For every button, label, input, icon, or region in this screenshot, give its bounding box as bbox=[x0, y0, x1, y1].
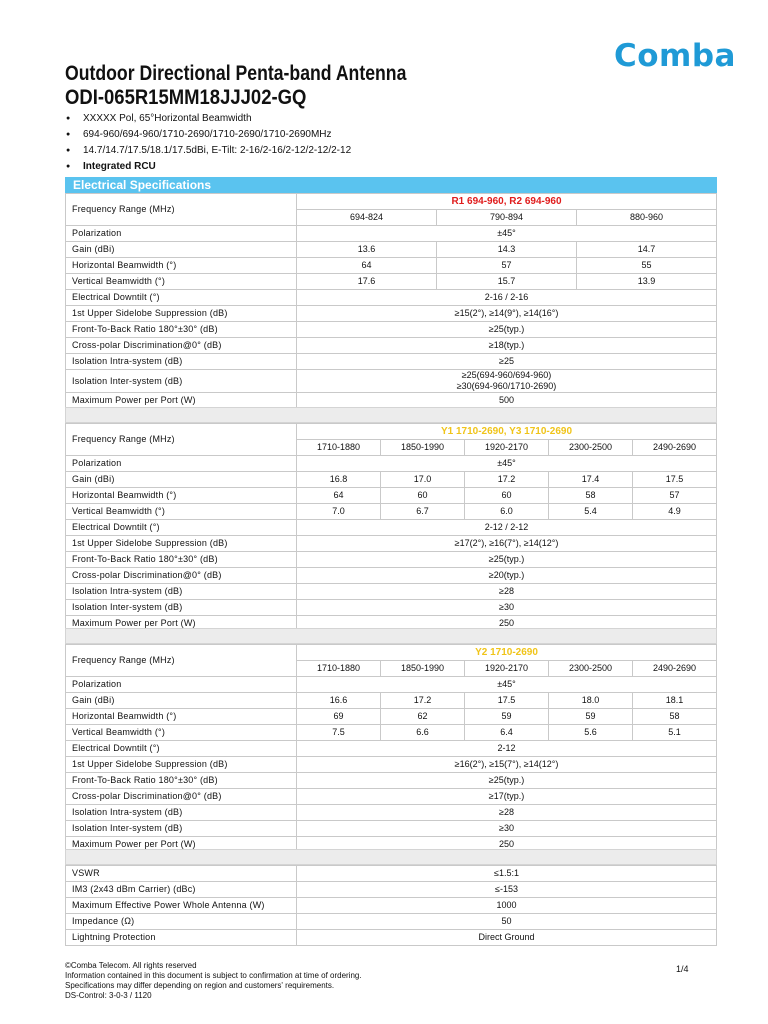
value-cell: 6.4 bbox=[465, 725, 549, 741]
value-cell: 62 bbox=[381, 709, 465, 725]
value-cell: ≥25(typ.) bbox=[297, 322, 717, 338]
value-cell: 64 bbox=[297, 488, 381, 504]
row-label: Vertical Beamwidth (°) bbox=[66, 274, 297, 290]
freq-cell: 880-960 bbox=[577, 210, 717, 226]
value-cell: 14.7 bbox=[577, 242, 717, 258]
feature-item: ● 694-960/694-960/1710-2690/1710-2690/1710-2690MHz bbox=[66, 127, 351, 143]
row-label: Maximum Power per Port (W) bbox=[66, 393, 297, 409]
freq-cell: 1850-1990 bbox=[381, 661, 465, 677]
value-cell: ±45° bbox=[297, 677, 717, 693]
value-cell: 500 bbox=[297, 393, 717, 409]
row-label: Cross-polar Discrimination@0° (dB) bbox=[66, 789, 297, 805]
footer-copyright: ©Comba Telecom. All rights reserved bbox=[65, 961, 197, 970]
row-label: Electrical Downtilt (°) bbox=[66, 290, 297, 306]
value-cell: 59 bbox=[465, 709, 549, 725]
page-title: Outdoor Directional Penta-band Antenna bbox=[65, 62, 407, 85]
value-cell: ≥28 bbox=[297, 584, 717, 600]
row-label: Front-To-Back Ratio 180°±30° (dB) bbox=[66, 322, 297, 338]
value-cell: 6.6 bbox=[381, 725, 465, 741]
value-cell: ≥20(typ.) bbox=[297, 568, 717, 584]
band-label: R1 694-960, R2 694-960 bbox=[297, 194, 717, 210]
freq-cell: 2490-2690 bbox=[633, 440, 717, 456]
value-cell: 250 bbox=[297, 837, 717, 853]
row-label: Isolation Inter-system (dB) bbox=[66, 600, 297, 616]
row-label: Isolation Inter-system (dB) bbox=[66, 821, 297, 837]
value-cell: 64 bbox=[297, 258, 437, 274]
row-label: Isolation Inter-system (dB) bbox=[66, 370, 297, 393]
row-label: Cross-polar Discrimination@0° (dB) bbox=[66, 568, 297, 584]
row-label: Vertical Beamwidth (°) bbox=[66, 725, 297, 741]
value-cell: 50 bbox=[297, 914, 717, 930]
row-label: 1st Upper Sidelobe Suppression (dB) bbox=[66, 536, 297, 552]
value-cell: 17.0 bbox=[381, 472, 465, 488]
iso-inter-line: ≥25(694-960/694-960) bbox=[461, 370, 552, 380]
value-cell: 15.7 bbox=[437, 274, 577, 290]
feature-item: ● XXXXX Pol, 65°Horizontal Beamwidth bbox=[66, 111, 351, 127]
value-cell: 250 bbox=[297, 616, 717, 632]
value-cell: 5.1 bbox=[633, 725, 717, 741]
row-label: Frequency Range (MHz) bbox=[66, 424, 297, 456]
feature-item: ● 14.7/14.7/17.5/18.1/17.5dBi, E-Tilt: 2-16/2-16/2-12/2-12/2-12 bbox=[66, 143, 351, 159]
table-spacer bbox=[65, 628, 717, 644]
value-cell: ≥25 bbox=[297, 354, 717, 370]
value-cell: 5.4 bbox=[549, 504, 633, 520]
value-cell: 7.5 bbox=[297, 725, 381, 741]
freq-cell: 1710-1880 bbox=[297, 440, 381, 456]
spec-table-r bbox=[65, 193, 717, 409]
row-label: Maximum Power per Port (W) bbox=[66, 837, 297, 853]
row-label: Gain (dBi) bbox=[66, 693, 297, 709]
freq-cell: 1920-2170 bbox=[465, 440, 549, 456]
row-label: Horizontal Beamwidth (°) bbox=[66, 709, 297, 725]
table-spacer bbox=[65, 407, 717, 423]
row-label: 1st Upper Sidelobe Suppression (dB) bbox=[66, 306, 297, 322]
page-number: 1/4 bbox=[676, 964, 689, 974]
value-cell: 18.0 bbox=[549, 693, 633, 709]
row-label: Lightning Protection bbox=[66, 930, 297, 946]
value-cell: 69 bbox=[297, 709, 381, 725]
value-cell: ≥17(2°), ≥16(7°), ≥14(12°) bbox=[297, 536, 717, 552]
comba-logo: Comba bbox=[614, 38, 736, 74]
spec-table-y2 bbox=[65, 644, 717, 853]
freq-cell: 1710-1880 bbox=[297, 661, 381, 677]
value-cell: 13.9 bbox=[577, 274, 717, 290]
table-spacer bbox=[65, 849, 717, 865]
value-cell: 1000 bbox=[297, 898, 717, 914]
row-label: Maximum Power per Port (W) bbox=[66, 616, 297, 632]
value-cell: 7.0 bbox=[297, 504, 381, 520]
feature-list bbox=[66, 111, 351, 175]
value-cell: 17.5 bbox=[633, 472, 717, 488]
value-cell: 16.6 bbox=[297, 693, 381, 709]
value-cell: 58 bbox=[633, 709, 717, 725]
value-cell: 2-12 bbox=[297, 741, 717, 757]
feature-item: ● Integrated RCU bbox=[66, 159, 351, 175]
row-label: Horizontal Beamwidth (°) bbox=[66, 258, 297, 274]
value-cell: ±45° bbox=[297, 226, 717, 242]
row-label: Polarization bbox=[66, 456, 297, 472]
value-cell: ≥28 bbox=[297, 805, 717, 821]
value-cell: 17.5 bbox=[465, 693, 549, 709]
row-label: Frequency Range (MHz) bbox=[66, 645, 297, 677]
value-cell: 6.0 bbox=[465, 504, 549, 520]
freq-cell: 790-894 bbox=[437, 210, 577, 226]
row-label: Polarization bbox=[66, 226, 297, 242]
row-label: Maximum Effective Power Whole Antenna (W) bbox=[66, 898, 297, 914]
row-label: Vertical Beamwidth (°) bbox=[66, 504, 297, 520]
footer bbox=[65, 961, 362, 1001]
footer-disclaimer: Information contained in this document is subject to confirmation at time of ordering. bbox=[65, 971, 362, 980]
band-label: Y1 1710-2690, Y3 1710-2690 bbox=[297, 424, 717, 440]
value-cell: ≥16(2°), ≥15(7°), ≥14(12°) bbox=[297, 757, 717, 773]
value-cell: 2-16 / 2-16 bbox=[297, 290, 717, 306]
iso-inter-line: ≥30(694-960/1710-2690) bbox=[456, 381, 557, 391]
footer-disclaimer: Specifications may differ depending on region and customers' requirements. bbox=[65, 981, 335, 990]
row-label: Gain (dBi) bbox=[66, 242, 297, 258]
freq-cell: 2490-2690 bbox=[633, 661, 717, 677]
model-number: ODI-065R15MM18JJJ02-GQ bbox=[65, 86, 307, 109]
row-label: Front-To-Back Ratio 180°±30° (dB) bbox=[66, 773, 297, 789]
row-label: Isolation Intra-system (dB) bbox=[66, 354, 297, 370]
value-cell: 55 bbox=[577, 258, 717, 274]
row-label: VSWR bbox=[66, 866, 297, 882]
row-label: Impedance (Ω) bbox=[66, 914, 297, 930]
row-label: Electrical Downtilt (°) bbox=[66, 520, 297, 536]
row-label: Isolation Intra-system (dB) bbox=[66, 805, 297, 821]
value-cell: 17.6 bbox=[297, 274, 437, 290]
value-cell: 18.1 bbox=[633, 693, 717, 709]
value-cell: 2-12 / 2-12 bbox=[297, 520, 717, 536]
row-label: 1st Upper Sidelobe Suppression (dB) bbox=[66, 757, 297, 773]
value-cell: ≥18(typ.) bbox=[297, 338, 717, 354]
value-cell: 4.9 bbox=[633, 504, 717, 520]
footer-doc-control: DS-Control: 3-0-3 / 1120 bbox=[65, 991, 152, 1000]
freq-cell: 2300-2500 bbox=[549, 661, 633, 677]
value-cell: 17.2 bbox=[381, 693, 465, 709]
value-cell: Direct Ground bbox=[297, 930, 717, 946]
section-header: Electrical Specifications bbox=[65, 177, 717, 193]
value-cell: 60 bbox=[465, 488, 549, 504]
value-cell: ≥17(typ.) bbox=[297, 789, 717, 805]
band-label: Y2 1710-2690 bbox=[297, 645, 717, 661]
freq-cell: 2300-2500 bbox=[549, 440, 633, 456]
value-cell: 59 bbox=[549, 709, 633, 725]
value-cell: ≥30 bbox=[297, 600, 717, 616]
value-cell bbox=[297, 370, 717, 393]
value-cell: ≥15(2°), ≥14(9°), ≥14(16°) bbox=[297, 306, 717, 322]
row-label: Frequency Range (MHz) bbox=[66, 194, 297, 226]
value-cell: ≥25(typ.) bbox=[297, 552, 717, 568]
value-cell: 58 bbox=[549, 488, 633, 504]
row-label: IM3 (2x43 dBm Carrier) (dBc) bbox=[66, 882, 297, 898]
value-cell: 57 bbox=[437, 258, 577, 274]
row-label: Gain (dBi) bbox=[66, 472, 297, 488]
value-cell: ≤-153 bbox=[297, 882, 717, 898]
value-cell: 6.7 bbox=[381, 504, 465, 520]
row-label: Front-To-Back Ratio 180°±30° (dB) bbox=[66, 552, 297, 568]
freq-cell: 1850-1990 bbox=[381, 440, 465, 456]
value-cell: 60 bbox=[381, 488, 465, 504]
value-cell: 16.8 bbox=[297, 472, 381, 488]
spec-table-general bbox=[65, 865, 717, 946]
value-cell: 13.6 bbox=[297, 242, 437, 258]
row-label: Isolation Intra-system (dB) bbox=[66, 584, 297, 600]
row-label: Electrical Downtilt (°) bbox=[66, 741, 297, 757]
freq-cell: 1920-2170 bbox=[465, 661, 549, 677]
value-cell: 17.4 bbox=[549, 472, 633, 488]
value-cell: ≥25(typ.) bbox=[297, 773, 717, 789]
value-cell: 57 bbox=[633, 488, 717, 504]
row-label: Cross-polar Discrimination@0° (dB) bbox=[66, 338, 297, 354]
value-cell: ≤1.5:1 bbox=[297, 866, 717, 882]
spec-table-y1 bbox=[65, 423, 717, 632]
row-label: Polarization bbox=[66, 677, 297, 693]
value-cell: 14.3 bbox=[437, 242, 577, 258]
value-cell: ±45° bbox=[297, 456, 717, 472]
value-cell: 5.6 bbox=[549, 725, 633, 741]
value-cell: 17.2 bbox=[465, 472, 549, 488]
row-label: Horizontal Beamwidth (°) bbox=[66, 488, 297, 504]
freq-cell: 694-824 bbox=[297, 210, 437, 226]
value-cell: ≥30 bbox=[297, 821, 717, 837]
